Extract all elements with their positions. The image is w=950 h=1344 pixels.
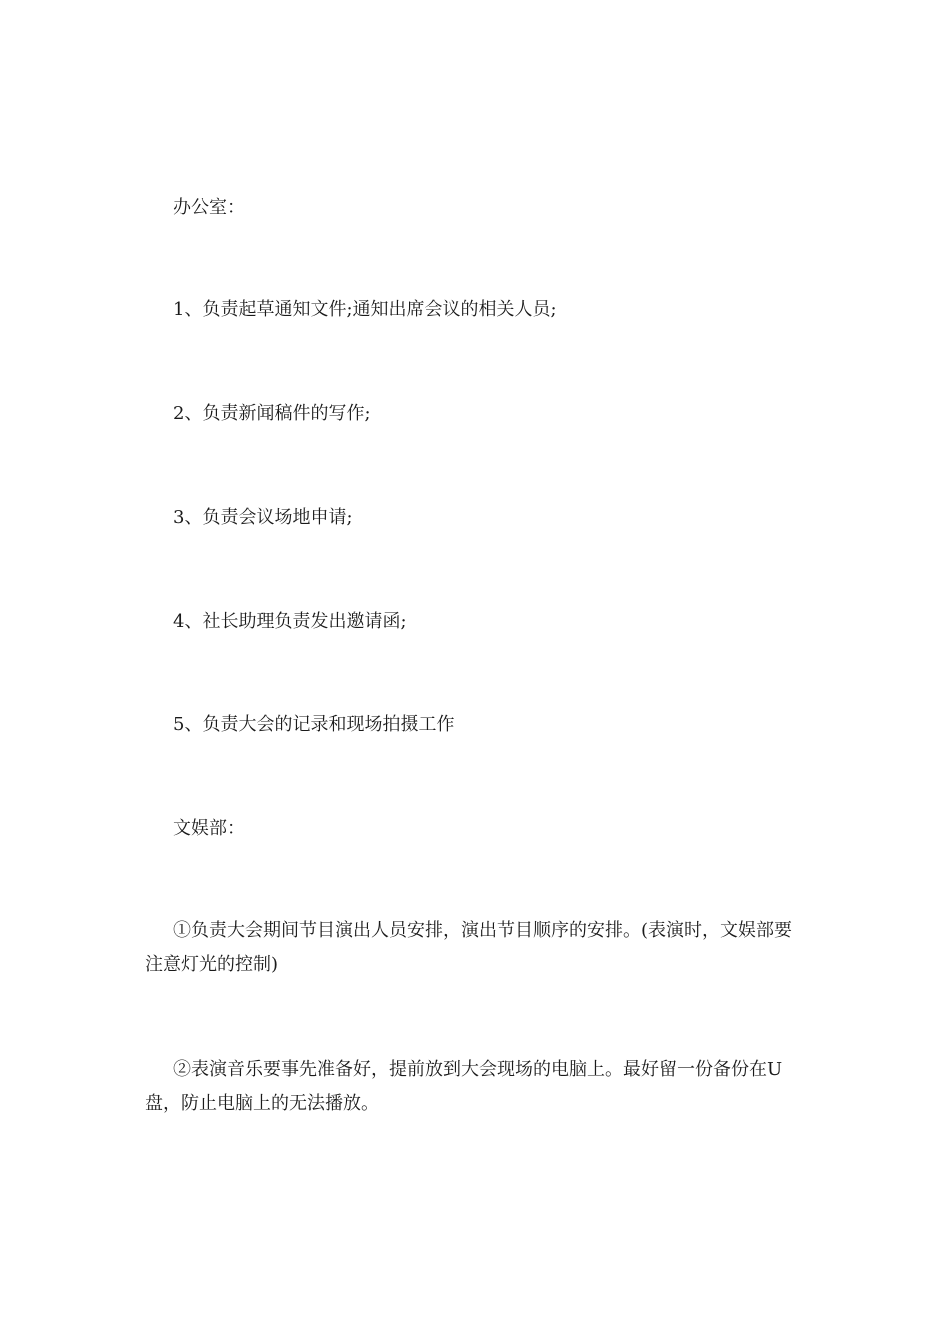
entertainment-item-1: ①负责大会期间节目演出人员安排，演出节目顺序的安排。(表演时，文娱部要注意灯光的控制) [145,920,793,975]
office-item-1: 1、负责起草通知文件;通知出席会议的相关人员; [173,299,557,320]
office-item-3: 3、负责会议场地申请; [173,507,353,528]
entertainment-heading: 文娱部： [173,818,245,839]
office-heading: 办公室： [173,197,245,218]
entertainment-item-2: ②表演音乐要事先准备好，提前放到大会现场的电脑上。最好留一份备份在U盘，防止电脑上的无法播放。 [145,1059,783,1114]
office-item-2: 2、负责新闻稿件的写作; [173,403,371,424]
office-item-5: 5、负责大会的记录和现场拍摄工作 [173,714,455,735]
office-item-4: 4、社长助理负责发出邀请函; [173,611,407,632]
